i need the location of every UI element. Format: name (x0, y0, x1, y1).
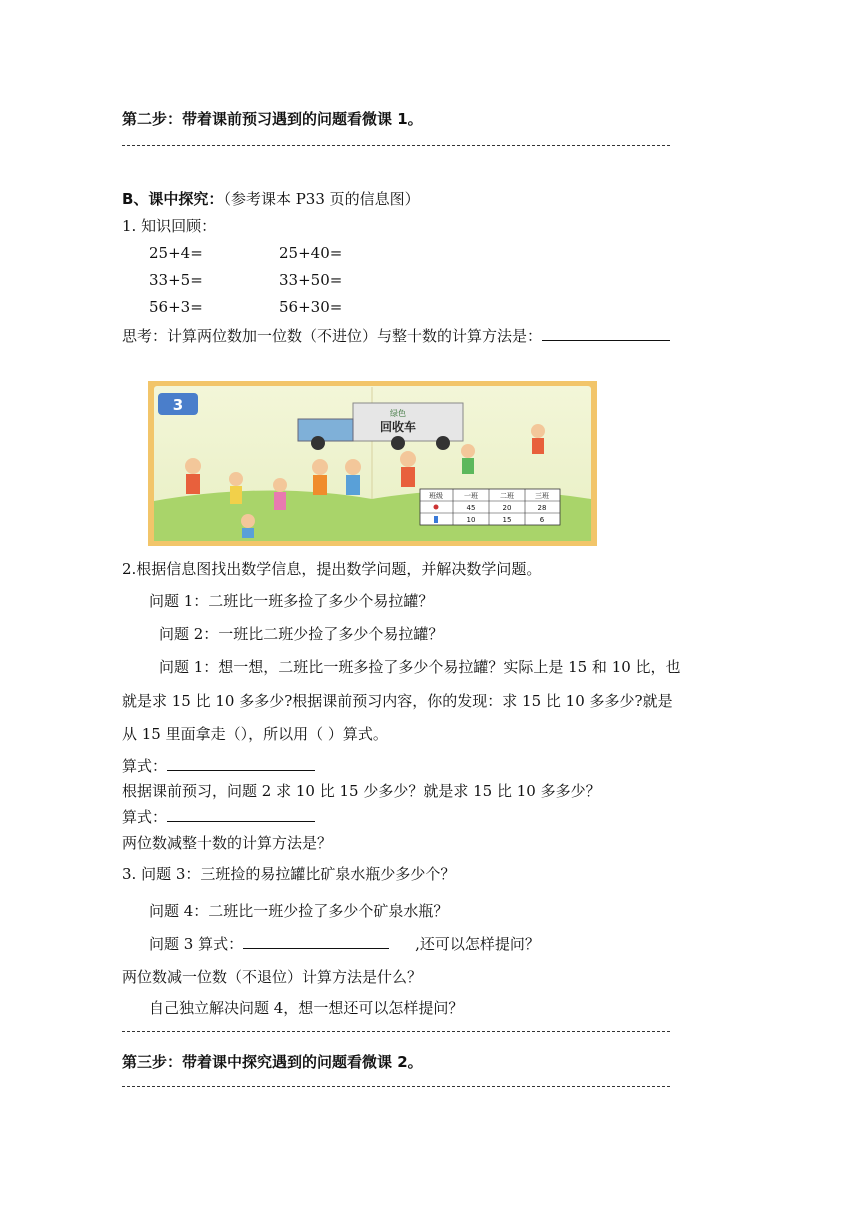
divider (122, 1031, 670, 1032)
can-icon (434, 505, 439, 510)
answer-blank[interactable] (167, 756, 315, 771)
q3-heading: 3. 问题 3：三班捡的易拉罐比矿泉水瓶少多少个？ (122, 865, 456, 883)
truck-wheel (311, 436, 325, 450)
answer-blank[interactable] (167, 807, 315, 822)
data-table (420, 489, 560, 525)
review-expr: 25+4= (149, 244, 203, 262)
formula-label: 算式： (122, 808, 168, 826)
q2-heading: 2.根据信息图找出数学信息，提出数学问题，并解决数学问题。 (122, 560, 542, 578)
question-1: 问题 1：二班比一班多捡了多少个易拉罐？ (149, 592, 434, 610)
method-question: 两位数减整十数的计算方法是？ (122, 834, 333, 852)
formula-suffix: ,还可以怎样提问？ (415, 935, 540, 953)
formula-line (122, 756, 315, 776)
think-question (122, 326, 670, 346)
section-b-heading (122, 189, 420, 209)
step3-heading: 第三步：带着课中探究遇到的问题看微课 2。 (122, 1053, 423, 1071)
review-expr: 25+40= (279, 244, 343, 262)
question-4: 问题 4：二班比一班少捡了多少个矿泉水瓶？ (149, 902, 449, 920)
answer-blank[interactable] (542, 326, 670, 341)
badge-number: 3 (172, 396, 184, 414)
formula-label: 算式： (122, 757, 168, 775)
truck-label-small: 绿色 (390, 409, 406, 418)
table-cell: 28 (537, 504, 547, 512)
formula-line (122, 807, 315, 827)
table-cell: 45 (466, 504, 476, 512)
table-cell: 10 (466, 516, 476, 524)
table-header: 三班 (535, 492, 549, 500)
table-cell: 20 (502, 504, 512, 512)
truck-wheel (391, 436, 405, 450)
method-question: 两位数减一位数（不退位）计算方法是什么？ (122, 968, 423, 986)
review-heading: 1. 知识回顾： (122, 217, 217, 235)
bottle-icon (434, 516, 438, 523)
divider (122, 145, 670, 146)
table-cell: 15 (502, 516, 512, 524)
truck-cab (298, 419, 353, 441)
answer-blank[interactable] (243, 934, 389, 949)
divider (122, 1086, 670, 1087)
table-header: 班级 (429, 492, 443, 500)
paragraph-line: 问题 1：想一想，二班比一班多捡了多少个易拉罐？实际上是 15 和 10 比，也 (159, 658, 681, 676)
truck-wheel (436, 436, 450, 450)
formula-line (149, 934, 540, 954)
review-expr: 56+3= (149, 298, 203, 316)
info-picture (148, 381, 597, 546)
truck-label: 回收车 (379, 420, 417, 434)
step2-heading: 第二步：带着课前预习遇到的问题看微课 1。 (122, 110, 423, 128)
solve-prompt: 自己独立解决问题 4，想一想还可以怎样提问？ (149, 999, 464, 1017)
table-cell: 6 (539, 516, 545, 524)
table-header: 一班 (464, 492, 478, 500)
review-expr: 33+5= (149, 271, 203, 289)
paragraph-line: 从 15 里面拿走（），所以用（ ）算式。 (122, 725, 388, 743)
section-b-title: B、课中探究： (122, 190, 224, 208)
think-text: 思考：计算两位数加一位数（不进位）与整十数的计算方法是： (122, 327, 543, 345)
review-expr: 56+30= (279, 298, 343, 316)
question-2: 问题 2：一班比二班少捡了多少个易拉罐？ (159, 625, 444, 643)
section-b-note: （参考课本 P33 页的信息图） (223, 190, 420, 208)
formula-label: 问题 3 算式： (149, 935, 244, 953)
paragraph-line: 就是求 15 比 10 多多少?根据课前预习内容，你的发现：求 15 比 10 多多少?就是 (122, 692, 673, 710)
preview-text: 根据课前预习，问题 2 求 10 比 15 少多少？就是求 15 比 10 多多少？ (122, 782, 601, 800)
review-expr: 33+50= (279, 271, 343, 289)
table-header: 二班 (500, 492, 514, 500)
